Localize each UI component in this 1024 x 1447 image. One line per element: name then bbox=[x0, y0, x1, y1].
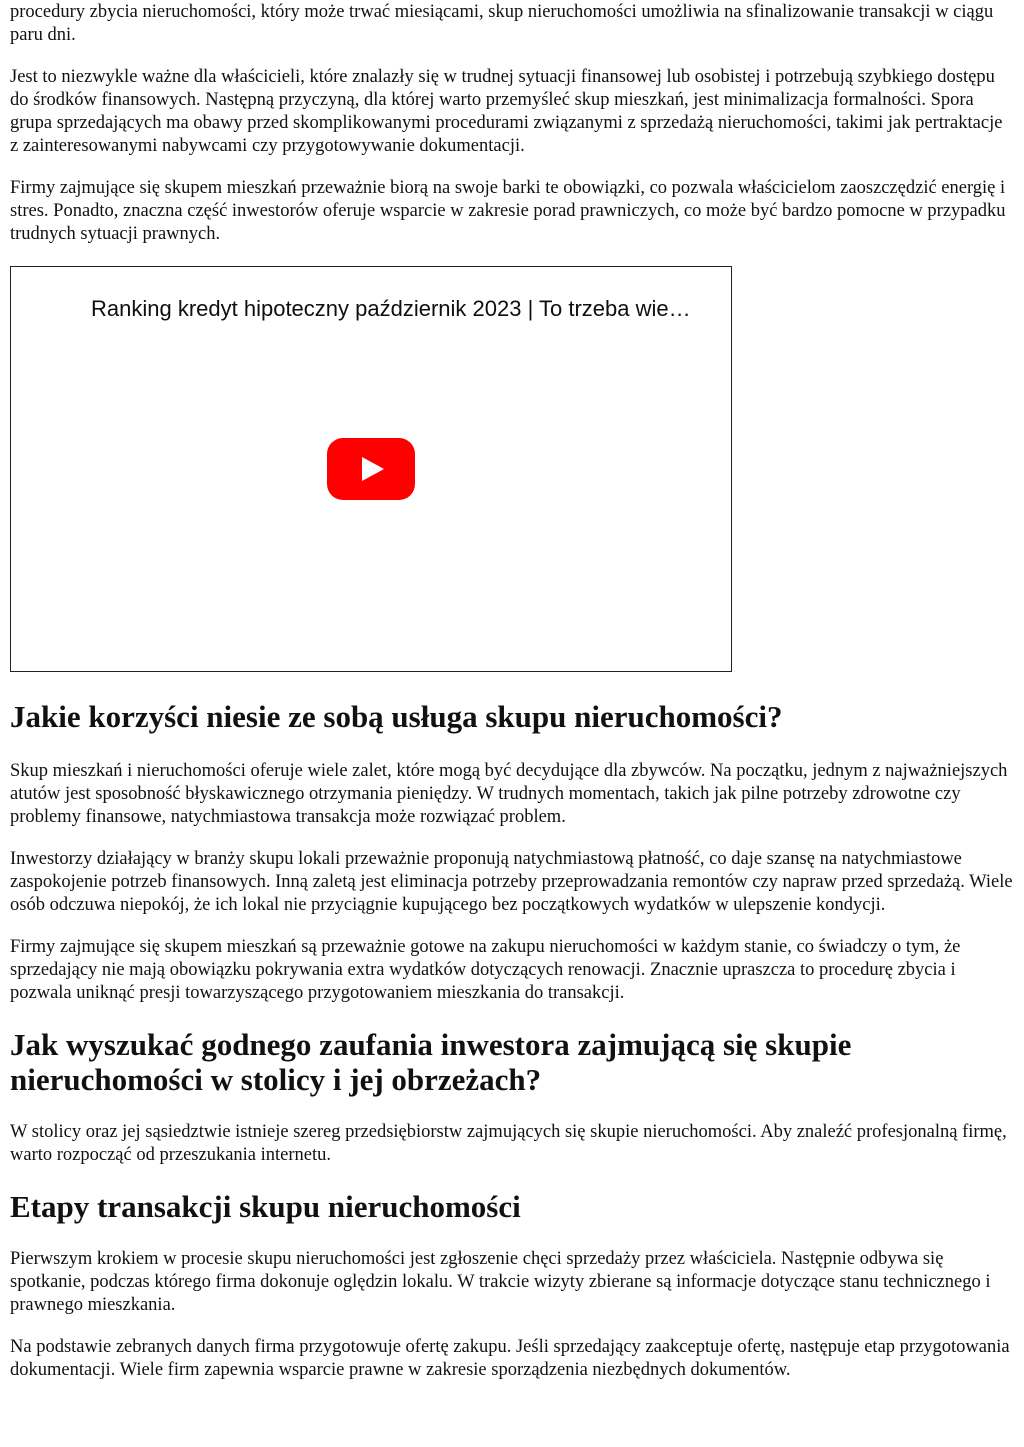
find-investor-paragraph: W stolicy oraz jej sąsiedztwie istnieje szereg przedsiębiorstw zajmujących się skupie nieruchomości. Aby znaleźć profesjonalną firmę, warto rozpocząć od przeszukania internetu. bbox=[10, 1122, 1007, 1165]
stages-paragraph-1: Pierwszym krokiem w procesie skupu nieruchomości jest zgłoszenie chęci sprzedaży przez właściciela. Następnie odbywa się spotkanie, podczas którego firma dokonuje oględzin lokalu. W trakcie wizyty zbierane są informacje dotyczące stanu technicznego i prawnego mieszkania. bbox=[10, 1249, 991, 1315]
section-heading-stages: Etapy transakcji skupu nieruchomości bbox=[10, 1189, 521, 1224]
video-title[interactable]: Ranking kredyt hipoteczny październik 2023 | To trzeba wie… bbox=[91, 296, 691, 321]
youtube-play-icon[interactable] bbox=[327, 438, 415, 500]
benefits-paragraph-3: Firmy zajmujące się skupem mieszkań są przeważnie gotowe na zakupu nieruchomości w każdym stanie, co świadczy o tym, że sprzedający nie mają obowiązku pokrywania extra wydatków dotyczących renowacji. Znacznie upraszcza to procedurę zbycia i pozwala uniknąć presji towarzyszącego przygotowaniem mieszkania do transakcji. bbox=[10, 937, 961, 1003]
benefits-paragraph-1: Skup mieszkań i nieruchomości oferuje wiele zalet, które mogą być decydujące dla zbywców. Na początku, jednym z najważniejszych atutów jest sposobność błyskawicznego otrzymania pieniędzy. W trudnych momentach, takich jak pilne potrzeby zdrowotne czy problemy finansowe, natychmiastowa transakcja może rozwiązać problem. bbox=[10, 761, 1008, 827]
stages-paragraph-2: Na podstawie zebranych danych firma przygotowuje ofertę zakupu. Jeśli sprzedający zaakceptuje ofertę, następuje etap przygotowania dokumentacji. Wiele firm zapewnia wsparcie prawne w zakresie sporządzenia niezbędnych dokumentów. bbox=[10, 1337, 1010, 1380]
section-heading-find-investor: Jak wyszukać godnego zaufania inwestora zajmującą się skupie nieruchomości w stolicy i jej obrzeżach? bbox=[10, 1027, 852, 1097]
section-heading-benefits: Jakie korzyści niesie ze sobą usługa skupu nieruchomości? bbox=[10, 699, 783, 734]
intro-paragraph-2: Jest to niezwykle ważne dla właścicieli, które znalazły się w trudnej sytuacji finansowej lub osobistej i potrzebują szybkiego dostępu do środków finansowych. Następną przyczyną, dla której warto przemyśleć skup mieszkań, jest minimalizacja formalności. Spora grupa sprzedających ma obawy przed skomplikowanymi procedurami związanymi z sprzedażą nieruchomości, takimi jak pertraktacje z zainteresowanymi nabywcami czy przygotowywanie dokumentacji. bbox=[10, 67, 1003, 156]
intro-paragraph-3: Firmy zajmujące się skupem mieszkań przeważnie biorą na swoje barki te obowiązki, co pozwala właścicielom zaoszczędzić energię i stres. Ponadto, znaczna część inwestorów oferuje wsparcie w zakresie porad prawniczych, co może być bardzo pomocne w przypadku trudnych sytuacji prawnych. bbox=[10, 178, 1006, 244]
embedded-video[interactable] bbox=[10, 266, 732, 672]
intro-paragraph-tail: procedury zbycia nieruchomości, który może trwać miesiącami, skup nieruchomości umożliwia na sfinalizowanie transakcji w ciągu paru dni. bbox=[10, 2, 994, 45]
article-content bbox=[0, 1, 1024, 1382]
benefits-paragraph-2: Inwestorzy działający w branży skupu lokali przeważnie proponują natychmiastową płatność, co daje szansę na natychmiastowe zaspokojenie potrzeb finansowych. Inną zaletą jest eliminacja potrzeby przeprowadzania remontów czy napraw przed sprzedażą. Wiele osób odczuwa niepokój, że ich lokal nie przyciągnie kupującego bez początkowych wydatków w ulepszenie kondycji. bbox=[10, 849, 1013, 915]
